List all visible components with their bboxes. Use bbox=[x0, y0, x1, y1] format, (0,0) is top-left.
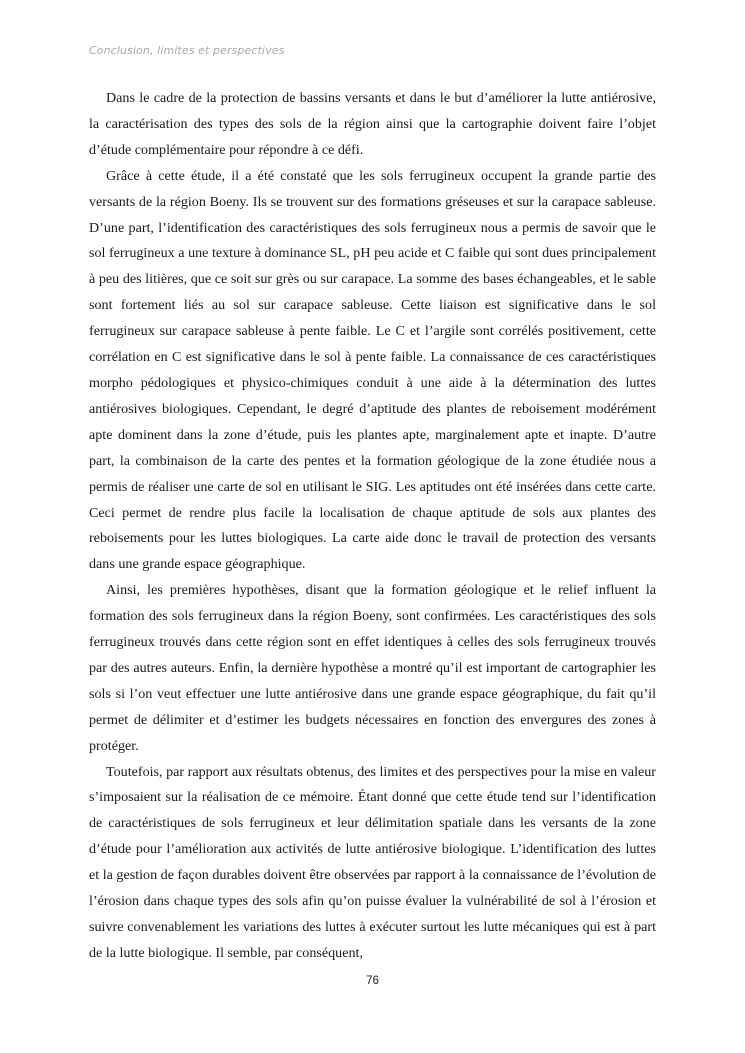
running-header: Conclusion, limites et perspectives bbox=[89, 44, 285, 57]
paragraph-intro: Dans le cadre de la protection de bassins versants et dans le but d’améliorer la lutte antiérosive, la caractérisation des types des sols de la région ainsi que la cartographie doivent faire l’objet d’étude complémentaire pour répondre à ce défi. bbox=[89, 90, 656, 158]
paragraph-hypotheses: Ainsi, les premières hypothèses, disant que la formation géologique et le relief influent la formation des sols ferrugineux dans la région Boeny, sont confirmées. Les caractéristiques des sols ferrugineux trouvés dans cette région sont en effet identiques à celles des sols ferrugineux trouvés par des autres auteurs. Enfin, la dernière hypothèse a montré qu’il est important de cartographier les sols si l’on veut effectuer une lutte antiérosive dans une grande espace géographique, du fait qu’il permet de délimiter et d’estimer les budgets nécessaires en fonction des envergures des zones à protéger. bbox=[89, 582, 656, 754]
body-text bbox=[89, 86, 656, 967]
page-number: 76 bbox=[366, 975, 379, 987]
paragraph-limits: Toutefois, par rapport aux résultats obtenus, des limites et des perspectives pour la mise en valeur s’imposaient sur la réalisation de ce mémoire. Étant donné que cette étude tend sur l’identification de caractéristiques de sols ferrugineux et leur délimitation spatiale dans les versants de la zone d’étude pour l’amélioration aux activités de lutte antiérosive biologique. L’identification des luttes et la gestion de façon durables doivent être observées par rapport à la connaissance de l’évolution de l’érosion dans chaque types des sols afin qu’on puisse évaluer la vulnérabilité de sol à l’érosion et suivre convenablement les variations des luttes à exécuter surtout les lutte mécaniques qui est à part de la lutte biologique. Il semble, par conséquent, bbox=[89, 763, 656, 961]
paragraph-results: Grâce à cette étude, il a été constaté que les sols ferrugineux occupent la grande partie des versants de la région Boeny. Ils se trouvent sur des formations gréseuses et sur la carapace sableuse. D’une part, l’identification des caractéristiques des sols ferrugineux nous a permis de savoir que le sol ferrugineux a une texture à dominance SL, pH peu acide et C faible qui sont dues principalement à peu des litières, que ce soit sur grès ou sur carapace. La somme des bases échangeables, et le sable sont fortement liés au sol sur carapace sableuse. Cette liaison est significative dans le sol ferrugineux sur carapace sableuse à pente faible. Le C et l’argile sont corrélés positivement, cette corrélation en C est significative dans le sol à pente faible. La connaissance de ces caractéristiques morpho pédologiques et physico-chimiques conduit à une aide à la détermination des luttes antiérosives biologiques. Cependant, le degré d’aptitude des plantes de reboisement modérément apte dominent dans la zone d’étude, puis les plantes apte, marginalement apte et inapte. D’autre part, la combinaison de la carte des pentes et la formation géologique de la zone étudiée nous a permis de réaliser une carte de sol en utilisant le SIG. Les aptitudes ont été insérées dans cette carte. Ceci permet de rendre plus facile la localisation de chaque aptitude de sols aux plantes des reboisements pour les luttes biologiques. La carte aide donc le travail de protection des versants dans une grande espace géographique. bbox=[89, 167, 656, 573]
